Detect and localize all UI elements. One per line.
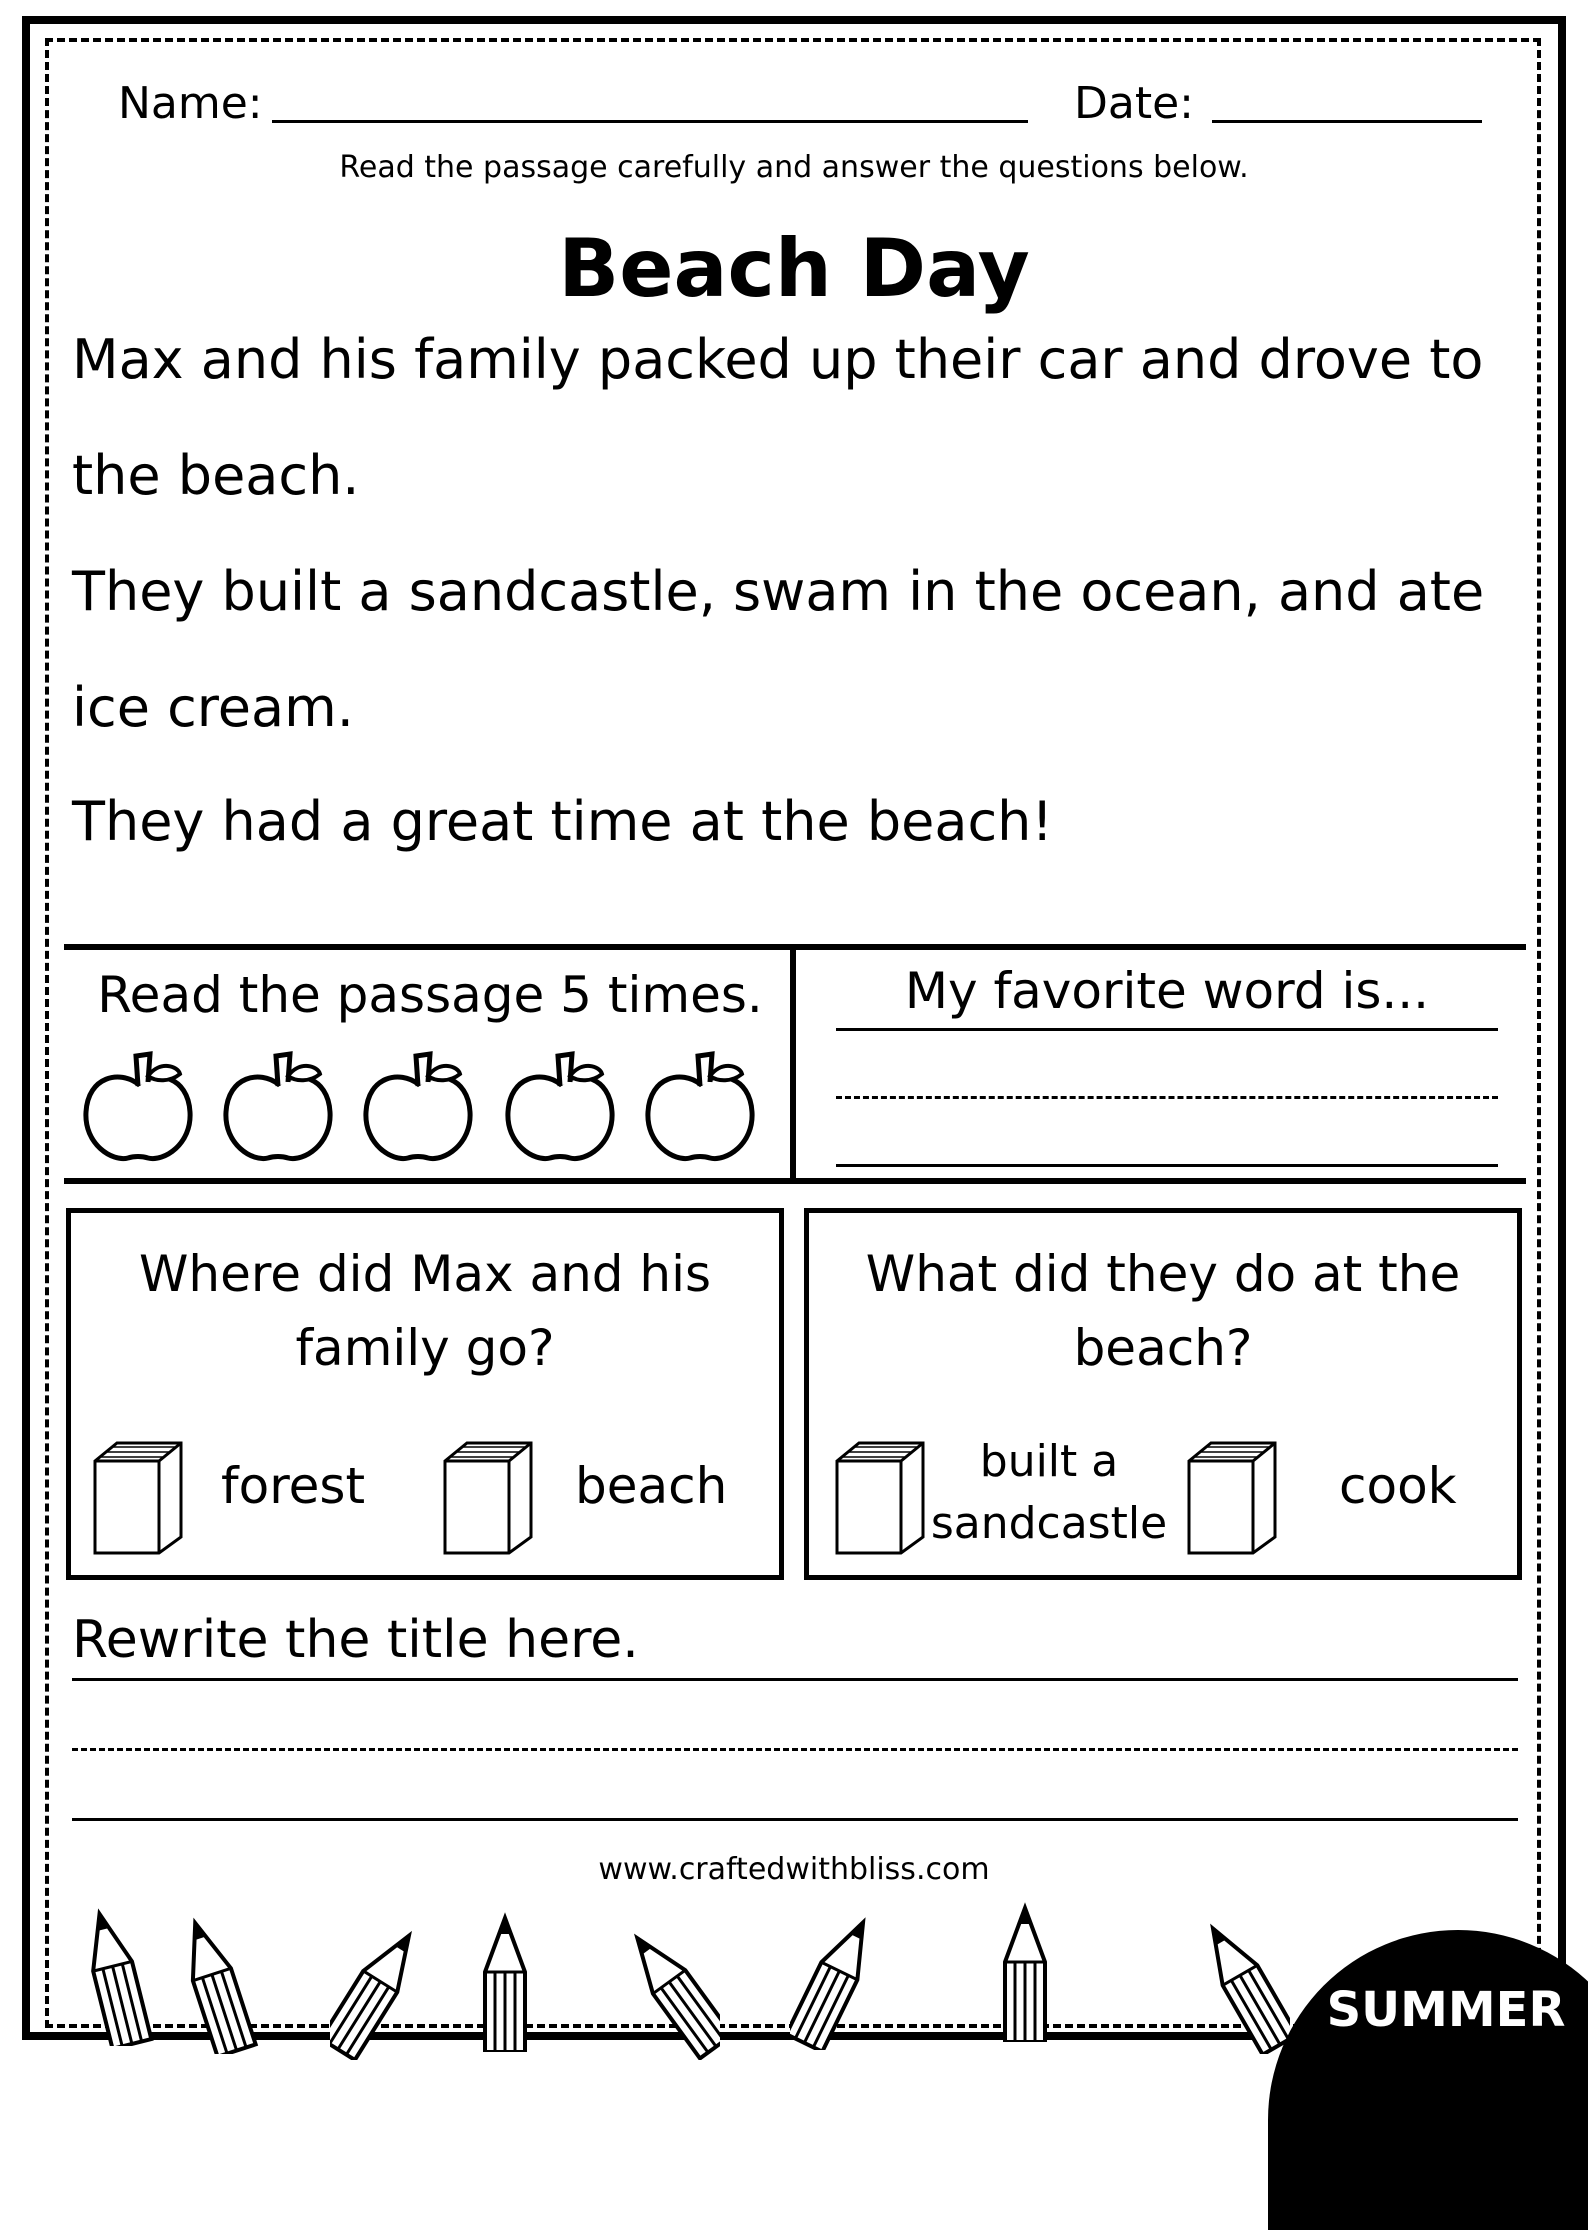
rewrite-line-middle[interactable] [72, 1748, 1518, 1751]
pencil-icon [170, 1914, 260, 2054]
favorite-word-line-middle[interactable] [836, 1096, 1498, 1099]
question-1-line-1: Where did Max and his [138, 1245, 712, 1303]
book-icon[interactable] [831, 1439, 929, 1557]
question-box-2 [804, 1208, 1522, 1580]
summer-badge-text: SUMMER [1326, 1982, 1566, 2038]
passage-line-2: the beach. [72, 444, 360, 507]
passage-line-1: Max and his family packed up their car and drove to [72, 328, 1484, 391]
apple-icon[interactable] [642, 1046, 758, 1164]
choice-forest[interactable]: forest [221, 1457, 366, 1515]
passage-line-4: ice cream. [72, 676, 354, 739]
pencil-icon [330, 1920, 420, 2060]
favorite-word-line-bottom[interactable] [836, 1164, 1498, 1167]
pencil-icon [980, 1902, 1070, 2042]
favorite-word-line-top[interactable] [836, 1028, 1498, 1031]
choice-built-sandcastle-line-1: built a [979, 1436, 1119, 1487]
apple-icon[interactable] [220, 1046, 336, 1164]
name-field[interactable] [272, 120, 1028, 123]
question-2-line-1: What did they do at the [865, 1245, 1461, 1303]
question-box-1 [66, 1208, 784, 1580]
apple-icon[interactable] [80, 1046, 196, 1164]
passage-line-5: They had a great time at the beach! [72, 790, 1054, 853]
favorite-word-label: My favorite word is... [904, 962, 1430, 1020]
choice-cook[interactable]: cook [1339, 1457, 1457, 1515]
choice-built-sandcastle-line-2: sandcastle [930, 1498, 1168, 1549]
pencil-icon [790, 1910, 880, 2050]
question-2-line-2: beach? [1073, 1319, 1253, 1377]
question-1-text [71, 1237, 779, 1385]
pencil-icon [630, 1920, 720, 2060]
passage-line-3: They built a sandcastle, swam in the ocean, and ate [72, 560, 1485, 623]
question-2-text [809, 1237, 1517, 1385]
instructions-text: Read the passage carefully and answer the questions below. [339, 150, 1249, 185]
page-title: Beach Day [558, 222, 1030, 315]
pencil-icon [1200, 1914, 1290, 2054]
question-1-line-2: family go? [295, 1319, 555, 1377]
book-icon[interactable] [1183, 1439, 1281, 1557]
rewrite-line-bottom[interactable] [72, 1818, 1518, 1821]
date-field[interactable] [1212, 120, 1482, 123]
apple-icon[interactable] [502, 1046, 618, 1164]
pencil-icon [460, 1912, 550, 2052]
book-icon[interactable] [439, 1439, 537, 1557]
choice-built-sandcastle[interactable] [929, 1431, 1169, 1555]
rewrite-title-label: Rewrite the title here. [72, 1610, 639, 1670]
apple-icon[interactable] [360, 1046, 476, 1164]
pencil-icon [70, 1906, 160, 2046]
choice-beach[interactable]: beach [575, 1457, 728, 1515]
name-label: Name: [118, 78, 263, 129]
date-label: Date: [1074, 78, 1194, 129]
read-five-times-label: Read the passage 5 times. [97, 966, 763, 1024]
footer-url: www.craftedwithbliss.com [598, 1852, 990, 1887]
book-icon[interactable] [89, 1439, 187, 1557]
rewrite-line-top[interactable] [72, 1678, 1518, 1681]
